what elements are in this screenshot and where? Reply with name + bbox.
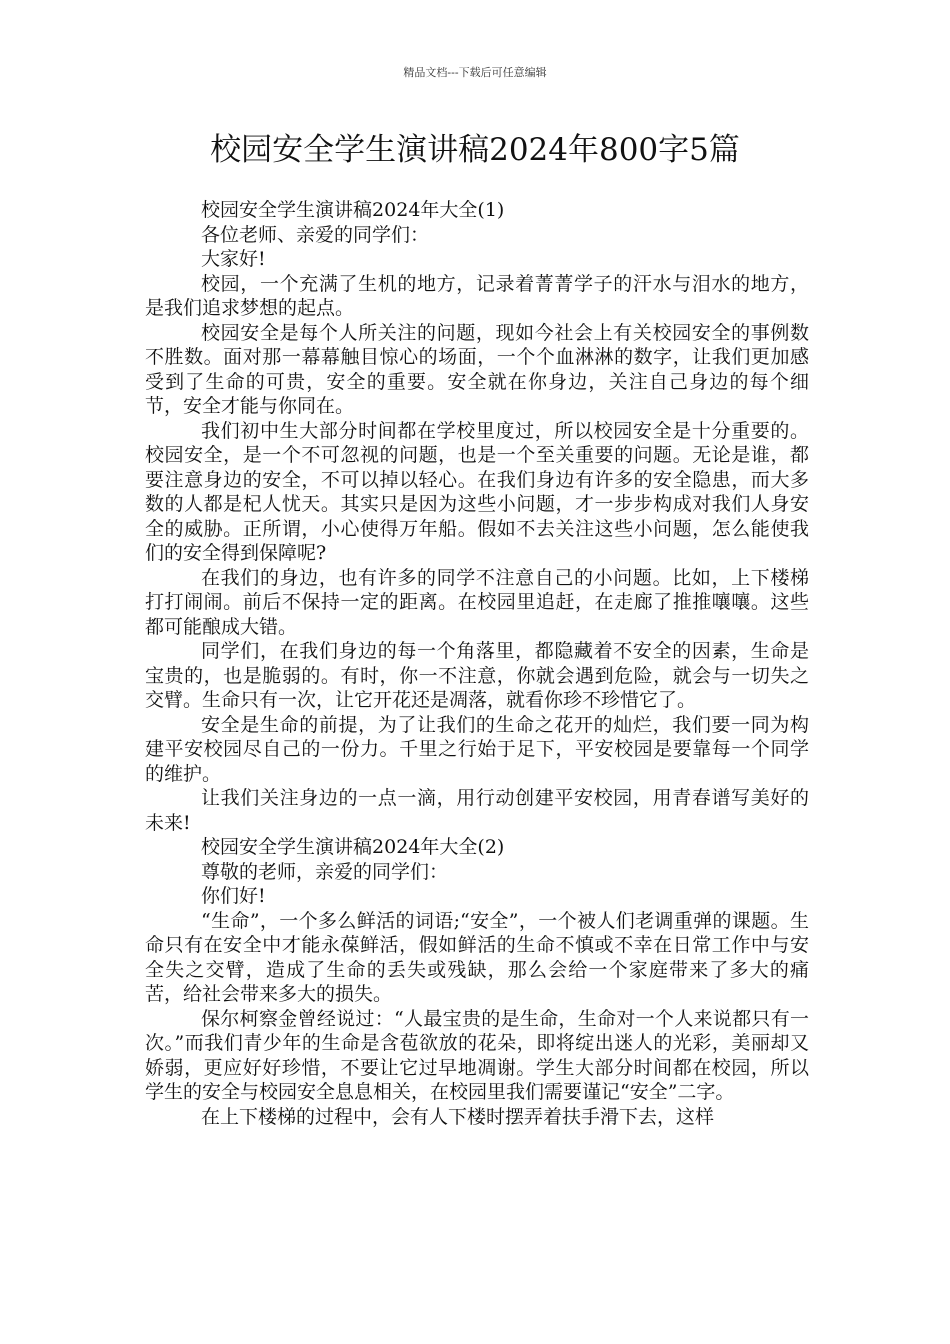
paragraph: 在我们的身边，也有许多的同学不注意自己的小问题。比如，上下楼梯打打闹闹。前后不保持一定的距离。在校园里追赶，在走廊了推推嚷嚷。这些都可能酿成大错。 <box>145 566 809 638</box>
paragraph: 校园，一个充满了生机的地方，记录着菁菁学子的汗水与泪水的地方，是我们追求梦想的起点。 <box>145 272 809 319</box>
paragraph: 校园安全是每个人所关注的问题，现如今社会上有关校园安全的事例数不胜数。面对那一幕幕触目惊心的场面，一个个血淋淋的数字，让我们更加感受到了生命的可贵，安全的重要。安全就在你身边，关注自己身边的每个细节，安全才能与你同在。 <box>145 321 809 417</box>
paragraph: “生命”，一个多么鲜活的词语;“安全”，一个被人们老调重弹的课题。生命只有在安全中才能永葆鲜活，假如鲜活的生命不慎或不幸在日常工作中与安全失之交臂，造成了生命的丢失或残缺，那么会给一个家庭带来了多大的痛苦，给社会带来多大的损失。 <box>145 909 809 1005</box>
paragraph: 我们初中生大部分时间都在学校里度过，所以校园安全是十分重要的。校园安全，是一个不可忽视的问题，也是一个至关重要的问题。无论是谁，都要注意身边的安全，不可以掉以轻心。在我们身边有许多的安全隐患，而大多数的人都是杞人忧天。其实只是因为这些小问题，才一步步构成对我们人身安全的威胁。正所谓，小心使得万年船。假如不去关注这些小问题，怎么能使我们的安全得到保障呢? <box>145 419 809 564</box>
paragraph: 尊敬的老师，亲爱的同学们： <box>201 860 449 883</box>
paragraph: 各位老师、亲爱的同学们： <box>201 223 430 246</box>
paragraph: 大家好! <box>201 248 266 270</box>
paragraph: 校园安全学生演讲稿2024年大全(2) <box>201 836 505 858</box>
paragraph: 同学们，在我们身边的每一个角落里，都隐藏着不安全的因素，生命是宝贵的，也是脆弱的。有时，你一不注意，你就会遇到危险，就会与一切失之交臂。生命只有一次，让它开花还是凋落，就看你珍不珍惜它了。 <box>145 640 809 711</box>
paragraph: 你们好! <box>201 885 266 907</box>
document-title: 校园安全学生演讲稿2024年800字5篇 <box>210 132 740 168</box>
paragraph: 在上下楼梯的过程中，会有人下楼时摆弄着扶手滑下去，这样 <box>201 1105 715 1128</box>
paragraph: 保尔柯察金曾经说过：“人最宝贵的是生命，生命对一个人来说都只有一次。”而我们青少年的生命是含苞欲放的花朵，即将绽出迷人的光彩，美丽却又娇弱，更应好好珍惜，不要让它过早地凋谢。学生大部分时间都在校园，所以学生的安全与校园安全息息相关，在校园里我们需要谨记“安全”二字。 <box>145 1007 809 1103</box>
paragraph: 安全是生命的前提，为了让我们的生命之花开的灿烂，我们要一同为构建平安校园尽自己的一份力。千里之行始于足下，平安校园是要靠每一个同学的维护。 <box>145 713 809 785</box>
document-body <box>145 198 809 1129</box>
paragraph: 校园安全学生演讲稿2024年大全(1) <box>201 199 505 221</box>
paragraph: 让我们关注身边的一点一滴，用行动创建平安校园，用青春谱写美好的未来! <box>145 787 809 834</box>
page-header: 精品文档---下载后可任意编辑 <box>403 66 547 79</box>
